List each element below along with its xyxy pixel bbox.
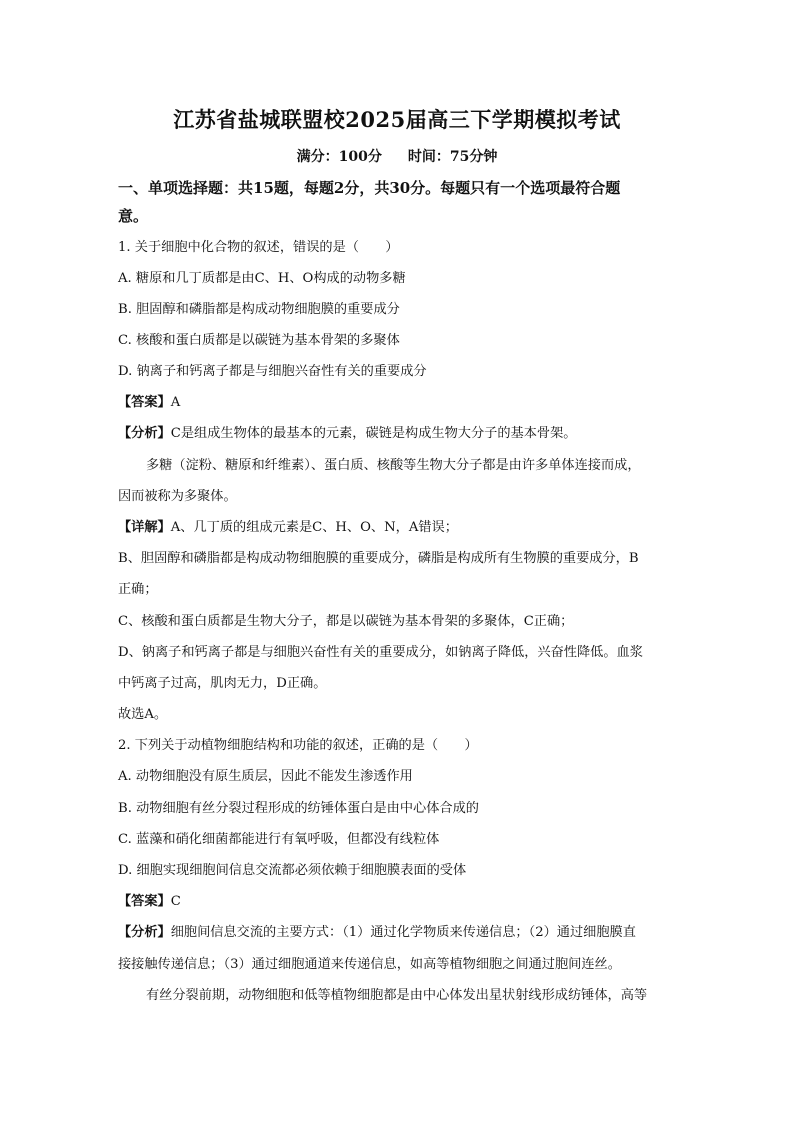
q1-detail-line6: 中钙离子过高，肌肉无力，D正确。 [118, 676, 327, 691]
analysis-label: 【分析】 [118, 426, 171, 441]
q2-option-b: B. 动物细胞有丝分裂过程形成的纺锤体蛋白是由中心体合成的 [118, 801, 479, 816]
q1-option-c: C. 核酸和蛋白质都是以碳链为基本骨架的多聚体 [118, 333, 400, 348]
q1-stem: 1. 关于细胞中化合物的叙述，错误的是（ ） [118, 240, 399, 255]
exam-info [0, 146, 794, 166]
detail-label: 【详解】 [118, 520, 171, 535]
detail-text: A、几丁质的组成元素是C、H、O、N，A错误； [170, 520, 458, 535]
q1-detail-line2: B、胆固醇和磷脂都是构成动物细胞膜的重要成分，磷脂是构成所有生物膜的重要成分，B [118, 551, 639, 566]
q1-detail-line5: D、钠离子和钙离子都是与细胞兴奋性有关的重要成分，如钠离子降低，兴奋性降低。血浆 [118, 645, 643, 660]
q2-option-a: A. 动物细胞没有原生质层，因此不能发生渗透作用 [118, 769, 413, 784]
q1-answer [118, 393, 678, 413]
q1-analysis [118, 424, 678, 444]
q2-analysis-line2: 接接触传递信息；（3）通过细胞通道来传递信息，如高等植物细胞之间通过胞间连丝。 [118, 957, 621, 972]
q1-analysis-p2-line2: 因而被称为多聚体。 [118, 489, 237, 504]
q1-conclusion: 故选A。 [118, 707, 168, 722]
q1-analysis-p2-line1: 多糖（淀粉、糖原和纤维素）、蛋白质、核酸等生物大分子都是由许多单体连接而成， [146, 458, 641, 473]
analysis-text: C是组成生物体的最基本的元素，碳链是构成生物大分子的基本骨架。 [170, 426, 577, 441]
page-title: 江苏省盐城联盟校2025届高三下学期模拟考试 [173, 107, 621, 132]
score-info: 满分：100分 [296, 149, 382, 165]
q1-detail-line1 [118, 518, 678, 538]
analysis-label: 【分析】 [118, 925, 171, 940]
q2-stem: 2. 下列关于动植物细胞结构和功能的叙述，正确的是（ ） [118, 738, 478, 753]
answer-label: 【答案】 [118, 395, 171, 410]
answer-label: 【答案】 [118, 894, 171, 909]
q1-option-d: D. 钠离子和钙离子都是与细胞兴奋性有关的重要成分 [118, 364, 427, 379]
answer-value: A [170, 395, 181, 410]
q1-option-b: B. 胆固醇和磷脂都是构成动物细胞膜的重要成分 [118, 302, 400, 317]
q2-option-c: C. 蓝藻和硝化细菌都能进行有氧呼吸，但都没有线粒体 [118, 832, 440, 847]
q1-detail-line3: 正确； [118, 582, 158, 597]
section-heading-line1: 一、单项选择题：共15题，每题2分，共30分。每题只有一个选项最符合题 [118, 179, 621, 197]
q1-detail-line4: C、核酸和蛋白质都是生物大分子，都是以碳链为基本骨架的多聚体，C正确； [118, 614, 574, 629]
q1-option-a: A. 糖原和几丁质都是由C、H、O构成的动物多糖 [118, 271, 406, 286]
answer-value: C [170, 894, 181, 909]
section-heading-line2: 意。 [118, 207, 149, 225]
q2-answer [118, 892, 678, 912]
q2-analysis-p2-line1: 有丝分裂前期，动物细胞和低等植物细胞都是由中心体发出星状射线形成纺锤体，高等 [146, 988, 648, 1003]
q2-option-d: D. 细胞实现细胞间信息交流都必须依赖于细胞膜表面的受体 [118, 863, 467, 878]
time-info: 时间：75分钟 [407, 149, 498, 165]
analysis-text: 细胞间信息交流的主要方式：（1）通过化学物质来传递信息；（2）通过细胞膜直 [170, 925, 636, 940]
q2-analysis-line1 [118, 923, 678, 943]
